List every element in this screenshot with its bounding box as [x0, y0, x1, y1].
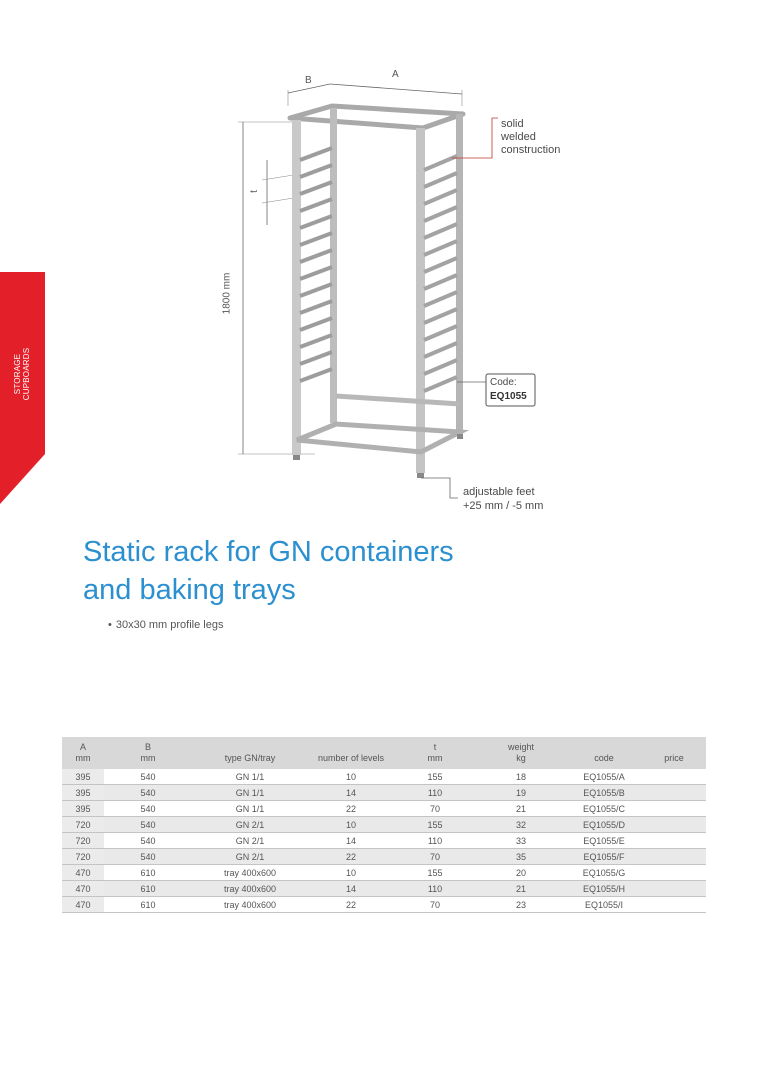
- cell-code: EQ1055/A: [566, 769, 642, 785]
- header-levels-line2: number of levels: [317, 753, 385, 763]
- product-title-line2: and baking trays: [83, 574, 296, 606]
- cell-code: EQ1055/C: [566, 801, 642, 817]
- header-t-line1: t: [433, 742, 437, 752]
- dimension-height-label: 1800 mm: [221, 272, 233, 315]
- header-code: [566, 737, 642, 769]
- cell-levels: 10: [308, 769, 394, 785]
- callout-construction: solid welded construction: [501, 118, 561, 156]
- code-box-label: Code:: [490, 377, 517, 388]
- cell-price: [642, 881, 706, 897]
- cell-code: EQ1055/F: [566, 849, 642, 865]
- cell-weight: 21: [476, 881, 566, 897]
- cell-weight: 23: [476, 897, 566, 913]
- cell-weight: 21: [476, 801, 566, 817]
- cell-code: EQ1055/H: [566, 881, 642, 897]
- cell-type: GN 1/1: [192, 801, 308, 817]
- table-row: [62, 865, 706, 881]
- cell-price: [642, 897, 706, 913]
- cell-weight: 32: [476, 817, 566, 833]
- cell-b: 540: [104, 833, 192, 849]
- cell-price: [642, 833, 706, 849]
- side-tab-label: [13, 324, 31, 424]
- dimension-t-label: t: [248, 190, 260, 193]
- header-type: [192, 737, 308, 769]
- cell-levels: 14: [308, 785, 394, 801]
- header-weight-line1: weight: [507, 742, 534, 752]
- cell-type: tray 400x600: [192, 865, 308, 881]
- header-a-line1: A: [79, 742, 86, 752]
- cell-t: 110: [394, 785, 476, 801]
- cell-b: 540: [104, 849, 192, 865]
- cell-levels: 22: [308, 897, 394, 913]
- header-code-line2: code: [594, 753, 614, 763]
- cell-price: [642, 817, 706, 833]
- cell-price: [642, 785, 706, 801]
- header-t: [394, 737, 476, 769]
- header-price-line2: price: [664, 753, 684, 763]
- side-tab-label-line2: CUPBOARDS: [22, 347, 31, 401]
- side-tab-label-line1: STORAGE: [13, 353, 22, 395]
- spec-table-header: [62, 737, 706, 769]
- header-type-line2: type GN/tray: [224, 753, 276, 763]
- cell-a: 395: [62, 785, 104, 801]
- cell-b: 540: [104, 801, 192, 817]
- cell-type: GN 2/1: [192, 833, 308, 849]
- cell-t: 155: [394, 865, 476, 881]
- cell-t: 70: [394, 897, 476, 913]
- cell-b: 610: [104, 897, 192, 913]
- table-row: [62, 817, 706, 833]
- cell-levels: 10: [308, 817, 394, 833]
- cell-weight: 19: [476, 785, 566, 801]
- cell-type: GN 1/1: [192, 785, 308, 801]
- cell-code: EQ1055/E: [566, 833, 642, 849]
- dimension-b-label: B: [305, 75, 312, 86]
- cell-t: 110: [394, 881, 476, 897]
- cell-a: 395: [62, 769, 104, 785]
- cell-weight: 20: [476, 865, 566, 881]
- cell-price: [642, 849, 706, 865]
- header-a-line2: mm: [75, 753, 91, 763]
- cell-code: EQ1055/I: [566, 897, 642, 913]
- cell-a: 720: [62, 817, 104, 833]
- cell-type: tray 400x600: [192, 897, 308, 913]
- header-price-line1: [642, 742, 706, 753]
- cell-code: EQ1055/B: [566, 785, 642, 801]
- header-code-line1: [566, 742, 642, 753]
- cell-weight: 35: [476, 849, 566, 865]
- code-box-value: EQ1055: [490, 391, 527, 402]
- cell-b: 610: [104, 881, 192, 897]
- cell-a: 470: [62, 881, 104, 897]
- cell-t: 155: [394, 769, 476, 785]
- header-type-line1: [192, 742, 308, 753]
- cell-b: 540: [104, 769, 192, 785]
- cell-type: tray 400x600: [192, 881, 308, 897]
- table-row: [62, 785, 706, 801]
- cell-a: 720: [62, 849, 104, 865]
- cell-type: GN 2/1: [192, 817, 308, 833]
- cell-levels: 14: [308, 881, 394, 897]
- table-row: [62, 897, 706, 913]
- header-a: [62, 737, 104, 769]
- cell-a: 470: [62, 897, 104, 913]
- cell-t: 155: [394, 817, 476, 833]
- cell-t: 70: [394, 801, 476, 817]
- header-levels: [308, 737, 394, 769]
- header-weight: [476, 737, 566, 769]
- cell-levels: 22: [308, 849, 394, 865]
- dimension-a-label: A: [392, 69, 399, 80]
- cell-t: 110: [394, 833, 476, 849]
- table-row: [62, 833, 706, 849]
- cell-price: [642, 769, 706, 785]
- cell-price: [642, 865, 706, 881]
- cell-type: GN 1/1: [192, 769, 308, 785]
- header-weight-line2: kg: [516, 753, 526, 763]
- cell-price: [642, 801, 706, 817]
- header-price: [642, 737, 706, 769]
- spec-table: [62, 737, 706, 913]
- cell-a: 470: [62, 865, 104, 881]
- feature-item: • 30x30 mm profile legs: [108, 619, 223, 631]
- cell-t: 70: [394, 849, 476, 865]
- table-row: [62, 849, 706, 865]
- cell-b: 540: [104, 817, 192, 833]
- spec-table-body: [62, 769, 706, 913]
- product-title-line1: Static rack for GN containers: [83, 536, 454, 568]
- header-b-line1: B: [144, 742, 151, 752]
- cell-weight: 33: [476, 833, 566, 849]
- header-t-line2: mm: [427, 753, 443, 763]
- header-levels-line1: [308, 742, 394, 753]
- cell-a: 395: [62, 801, 104, 817]
- cell-type: GN 2/1: [192, 849, 308, 865]
- header-b: [104, 737, 192, 769]
- cell-levels: 10: [308, 865, 394, 881]
- product-figure: [220, 60, 580, 520]
- cell-weight: 18: [476, 769, 566, 785]
- header-b-line2: mm: [140, 753, 156, 763]
- table-row: [62, 881, 706, 897]
- cell-code: EQ1055/D: [566, 817, 642, 833]
- table-row: [62, 769, 706, 785]
- cell-a: 720: [62, 833, 104, 849]
- product-title: [83, 533, 603, 609]
- callout-feet-line1: adjustable feet: [463, 486, 535, 498]
- cell-b: 610: [104, 865, 192, 881]
- cell-code: EQ1055/G: [566, 865, 642, 881]
- callout-feet-line2: +25 mm / -5 mm: [463, 500, 544, 512]
- feature-list: [108, 619, 223, 631]
- cell-b: 540: [104, 785, 192, 801]
- table-row: [62, 801, 706, 817]
- cell-levels: 22: [308, 801, 394, 817]
- cell-levels: 14: [308, 833, 394, 849]
